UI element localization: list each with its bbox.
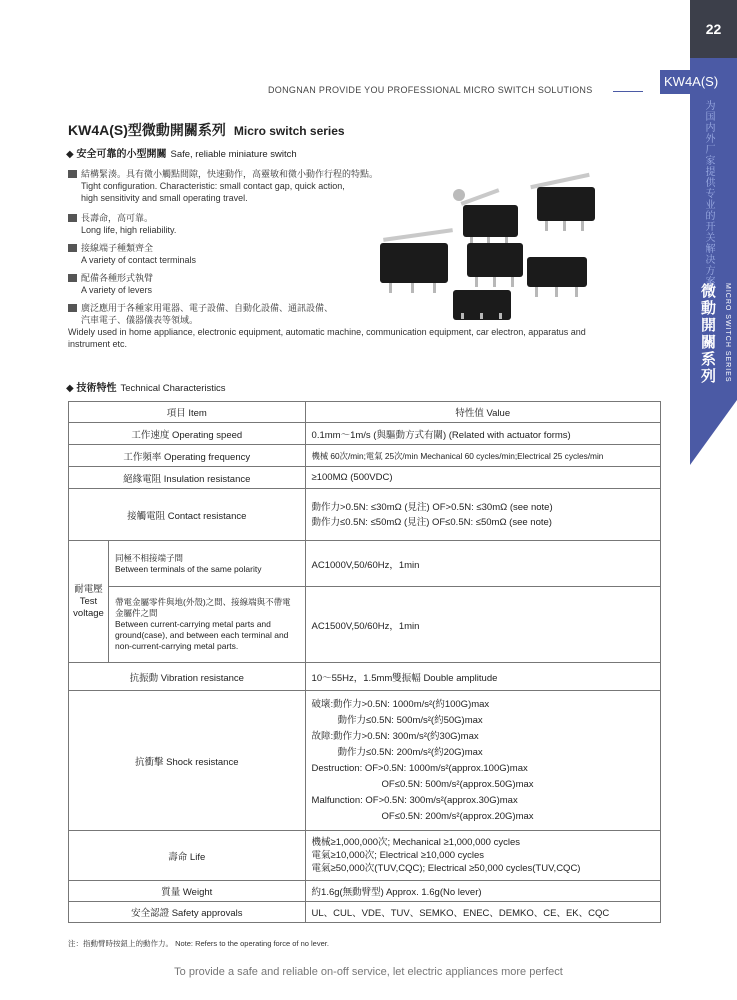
table-row (69, 541, 661, 587)
row-label: 抗振動 Vibration resistance (69, 663, 306, 691)
section-heading-en: Technical Characteristics (120, 383, 226, 394)
pin-image (461, 313, 464, 319)
table-row (69, 423, 661, 445)
feature-cn: 汽車電子、儀器儀表等領域。 (81, 315, 199, 325)
row-value: UL、CUL、VDE、TUV、SEMKO、ENEC、DEMKO、CE、EK、CQC (305, 902, 660, 923)
spec-table (68, 401, 661, 923)
header-tagline: DONGNAN PROVIDE YOU PROFESSIONAL MICRO SWITCH SOLUTIONS (268, 85, 593, 95)
switch-image (537, 187, 595, 221)
row-value (305, 831, 660, 881)
table-row (69, 902, 661, 923)
pin-image (433, 283, 436, 293)
value-line: 破壞:動作力>0.5N: 1000m/s²(約100G)max (311, 698, 490, 710)
switch-image (380, 243, 448, 283)
table-header-row (69, 402, 661, 423)
value-line: Malfunction: OF>0.5N: 300m/s²(approx.30G)max (311, 794, 518, 806)
table-row (69, 691, 661, 831)
value-line: 動作力≤0.5N: 500m/s²(約50G)max (337, 714, 483, 726)
pin-image (480, 313, 483, 319)
sidebar-slope (690, 400, 737, 465)
table-row (69, 467, 661, 489)
feature-en: Widely used in home appliance, electronic equipment, automatic machine, communication equipment, car electron, apparatus and (68, 327, 586, 337)
feature-cn: 長壽命，高可靠。 (81, 213, 154, 223)
section-heading-en: Safe, reliable miniature switch (170, 149, 297, 160)
page-title-cn: KW4A(S)型微動開關系列 (68, 122, 226, 138)
diamond-icon: ◆ (66, 383, 74, 394)
value-line: OF≤0.5N: 500m/s²(approx.50G)max (381, 778, 534, 790)
pin-image (555, 287, 558, 297)
value-line: 故障:動作力>0.5N: 300m/s²(約30G)max (311, 730, 479, 742)
table-row (69, 663, 661, 691)
pin-image (499, 313, 502, 319)
pin-image (475, 277, 478, 287)
section-heading-cn: 技術特性 (76, 383, 117, 394)
value-line: 電氣≥50,000次(TUV,CQC); Electrical ≥50,000 cycles(TUV,CQC) (311, 863, 581, 874)
product-photos (375, 165, 620, 330)
row-label: 工作頻率 Operating frequency (69, 445, 306, 467)
pin-image (581, 221, 584, 231)
square-bullet-icon (68, 244, 77, 252)
dielectric-label (69, 541, 109, 663)
switch-image (527, 257, 587, 287)
pin-image (389, 283, 392, 293)
table-row (69, 831, 661, 881)
square-bullet-icon (68, 214, 77, 222)
table-row (69, 489, 661, 541)
row-label: 壽命 Life (69, 831, 306, 881)
row-label: 絕緣電阻 Insulation resistance (69, 467, 306, 489)
square-bullet-icon (68, 304, 77, 312)
row-value: 0.1mm～1m/s (與驅動方式有關) (Related with actuator forms) (305, 423, 660, 445)
lever-image (383, 228, 453, 242)
section-heading-cn: 安全可靠的小型開關 (76, 149, 167, 160)
row-value: 約1.6g(無動臂型) Approx. 1.6g(No lever) (305, 881, 660, 902)
feature-cn: 接線端子種類齊全 (81, 243, 154, 253)
sub-label-cn: 帶電金屬零件與地(外殼)之間、接線端與不帶電金屬件之間 (114, 597, 291, 618)
sidebar-en-text: MICRO SWITCH SERIES (724, 283, 731, 383)
diamond-icon: ◆ (66, 149, 74, 160)
value-line: OF≤0.5N: 200m/s²(approx.20G)max (381, 810, 534, 822)
sidebar-cn-text: 为国内外厂家提供专业的开关解决方案 (703, 100, 714, 287)
switch-image (463, 205, 518, 237)
lever-image (461, 188, 500, 205)
section-heading-specs (66, 379, 226, 394)
pin-image (411, 283, 414, 293)
square-bullet-icon (68, 170, 77, 178)
row-value: ≥100MΩ (500VDC) (305, 467, 660, 489)
feature-en: high sensitivity and small operating travel. (81, 193, 248, 203)
row-value: 10～55Hz，1.5mm雙振幅 Double amplitude (305, 663, 660, 691)
value-line: 機械≥1,000,000次; Mechanical ≥1,000,000 cycles (311, 837, 520, 848)
roller-image (453, 189, 465, 201)
feature-en: Tight configuration. Characteristic: small contact gap, quick action, (81, 181, 345, 191)
row-value: AC1500V,50/60Hz，1min (305, 587, 660, 663)
row-label: 接觸電阻 Contact resistance (69, 489, 306, 541)
row-value (305, 691, 660, 831)
dielectric-label-en: voltage (73, 607, 104, 619)
dielectric-sub-label (108, 541, 305, 587)
page-title (68, 120, 345, 140)
header-value: 特性值 Value (305, 402, 660, 423)
dielectric-label-cn: 耐電壓 (74, 583, 103, 595)
dielectric-label-en: Test (79, 595, 98, 607)
page-title-en: Micro switch series (233, 124, 345, 138)
section-heading-features (66, 145, 297, 160)
table-row (69, 881, 661, 902)
row-value (305, 489, 660, 541)
table-row (69, 587, 661, 663)
value-line: 電氣≥10,000次; Electrical ≥10,000 cycles (311, 850, 485, 861)
feature-en: A variety of contact terminals (81, 255, 197, 265)
value-line: 動作力≤0.5N: 200m/s²(約20G)max (337, 746, 483, 758)
value-line: Destruction: OF>0.5N: 1000m/s²(approx.100G)max (311, 762, 528, 774)
row-label: 工作速度 Operating speed (69, 423, 306, 445)
row-value: AC1000V,50/60Hz，1min (305, 541, 660, 587)
pin-image (535, 287, 538, 297)
header-item: 項目 Item (69, 402, 306, 423)
pin-image (575, 287, 578, 297)
header-rule (613, 91, 643, 92)
value-line: 動作力>0.5N: ≤30mΩ (見注) OF>0.5N: ≤30mΩ (see note) (311, 501, 553, 513)
series-tab: KW4A(S) (660, 70, 737, 94)
pin-image (563, 221, 566, 231)
pin-image (493, 277, 496, 287)
feature-cn: 結構緊湊。具有微小觸點間隙，快速動作，高靈敏和微小動作行程的特點。 (81, 169, 379, 179)
sidebar-title: 微動開關系列 (699, 283, 716, 385)
page-number: 22 (690, 0, 737, 58)
footnote: 注：指動臂時按鈕上的動作力。 Note: Refers to the operating force of no lever. (68, 939, 329, 948)
bottom-tagline: To provide a safe and reliable on-off service, let electric appliances more perfect (174, 966, 563, 978)
row-value: 機械 60次/min;電氣 25次/min Mechanical 60 cycles/min;Electrical 25 cycles/min (305, 445, 660, 467)
sub-label-en: Between terminals of the same polarity (114, 563, 262, 574)
feature-en: A variety of levers (81, 285, 153, 295)
pin-image (511, 277, 514, 287)
sub-label-en: Between current-carrying metal parts and ground(case), and between each terminal and non-current-carrying metal parts. (114, 619, 289, 651)
switch-image (467, 243, 523, 277)
row-label: 抗衝擊 Shock resistance (69, 691, 306, 831)
feature-cn: 配備各種形式執臂 (81, 273, 154, 283)
pin-image (545, 221, 548, 231)
sub-label-cn: 同極不相接端子間 (114, 552, 183, 563)
feature-cn: 廣泛應用于各種家用電器、電子設備、自動化設備、通訊設備、 (81, 303, 334, 313)
feature-en: instrument etc. (68, 339, 128, 349)
square-bullet-icon (68, 274, 77, 282)
dielectric-sub-label (108, 587, 305, 663)
feature-en: Long life, high reliability. (81, 225, 177, 235)
value-line: 動作力≤0.5N: ≤50mΩ (見注) OF≤0.5N: ≤50mΩ (see note) (311, 516, 552, 528)
row-label: 安全認證 Safety approvals (69, 902, 306, 923)
row-label: 質量 Weight (69, 881, 306, 902)
table-row (69, 445, 661, 467)
